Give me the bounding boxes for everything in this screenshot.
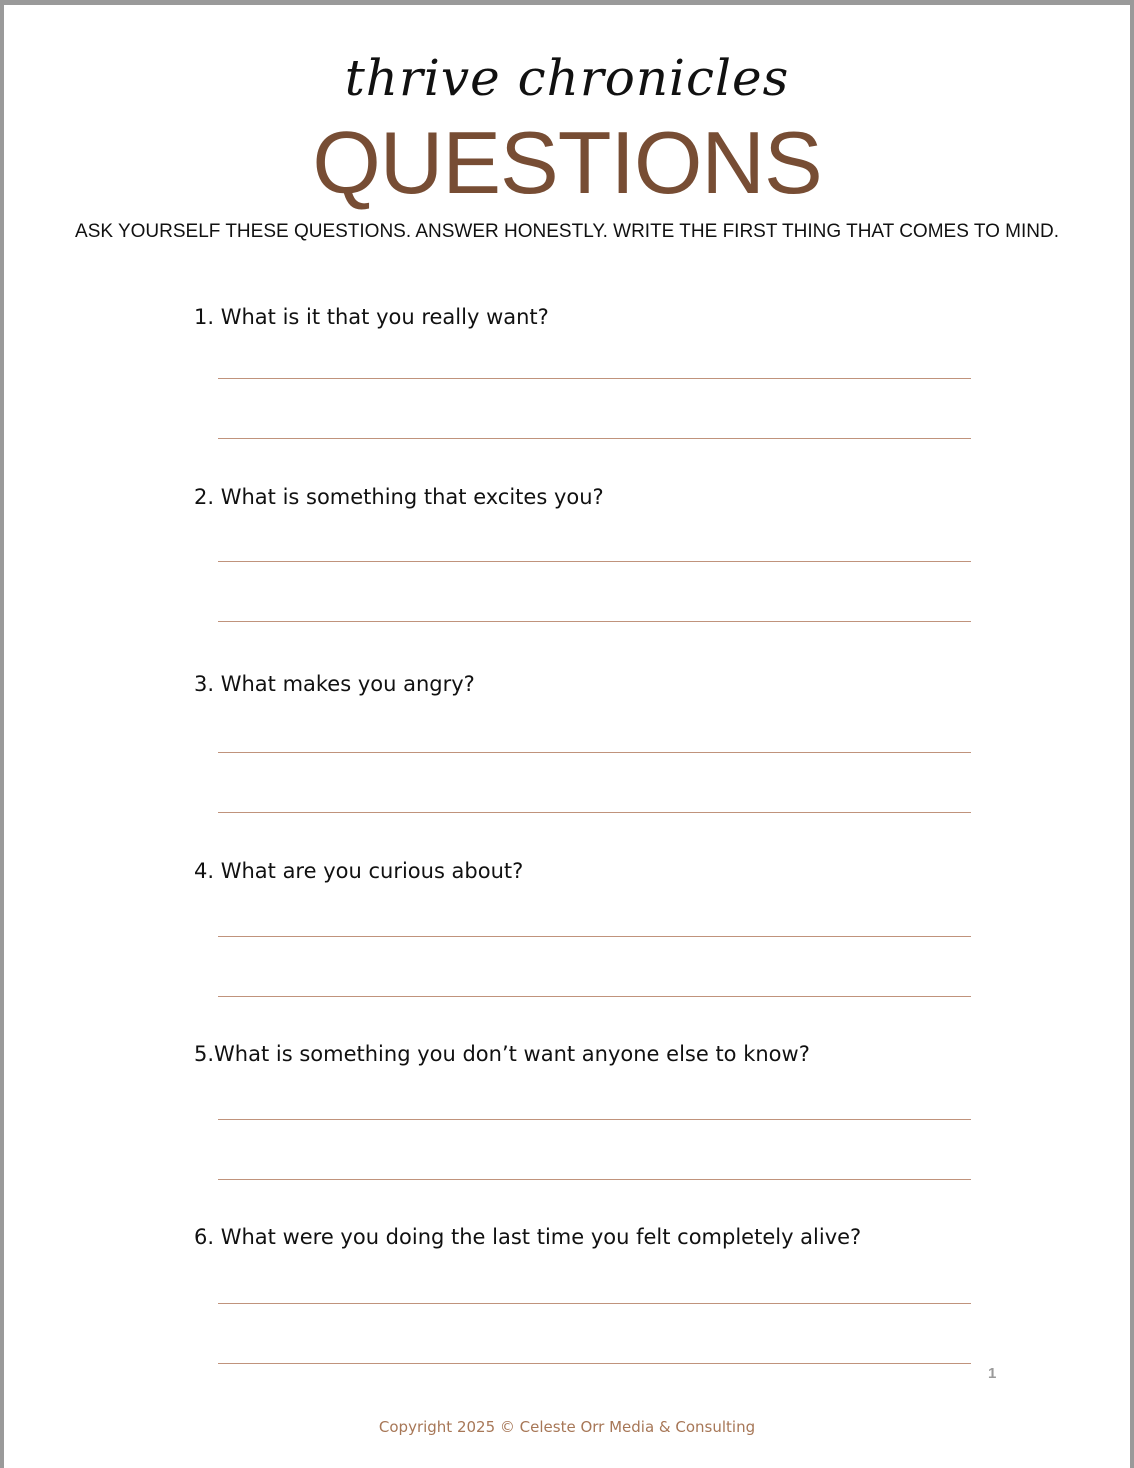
answer-line-6b[interactable] xyxy=(218,1363,971,1364)
answer-line-6a[interactable] xyxy=(218,1303,971,1304)
answer-line-4b[interactable] xyxy=(218,996,971,997)
script-title: thrive chronicles xyxy=(344,49,790,107)
answer-line-1a[interactable] xyxy=(218,378,971,379)
worksheet-page xyxy=(4,5,1130,1468)
question-3: 3. What makes you angry? xyxy=(194,672,475,696)
answer-line-3a[interactable] xyxy=(218,752,971,753)
question-4: 4. What are you curious about? xyxy=(194,859,524,883)
answer-line-1b[interactable] xyxy=(218,438,971,439)
answer-line-4a[interactable] xyxy=(218,936,971,937)
question-6: 6. What were you doing the last time you felt completely alive? xyxy=(194,1225,862,1249)
answer-line-5b[interactable] xyxy=(218,1179,971,1180)
question-5: 5.What is something you don’t want anyone else to know? xyxy=(194,1042,810,1066)
answer-line-2b[interactable] xyxy=(218,621,971,622)
answer-line-2a[interactable] xyxy=(218,561,971,562)
copyright-text: Copyright 2025 © Celeste Orr Media & Consulting xyxy=(378,1418,756,1436)
page-number: 1 xyxy=(988,1365,997,1382)
page-title: QUESTIONS xyxy=(312,113,822,212)
instructions-text: ASK YOURSELF THESE QUESTIONS. ANSWER HONESTLY. WRITE THE FIRST THING THAT COMES TO MIND. xyxy=(75,221,1059,242)
answer-line-3b[interactable] xyxy=(218,812,971,813)
question-1: 1. What is it that you really want? xyxy=(194,305,549,329)
answer-line-5a[interactable] xyxy=(218,1119,971,1120)
question-2: 2. What is something that excites you? xyxy=(194,485,604,509)
